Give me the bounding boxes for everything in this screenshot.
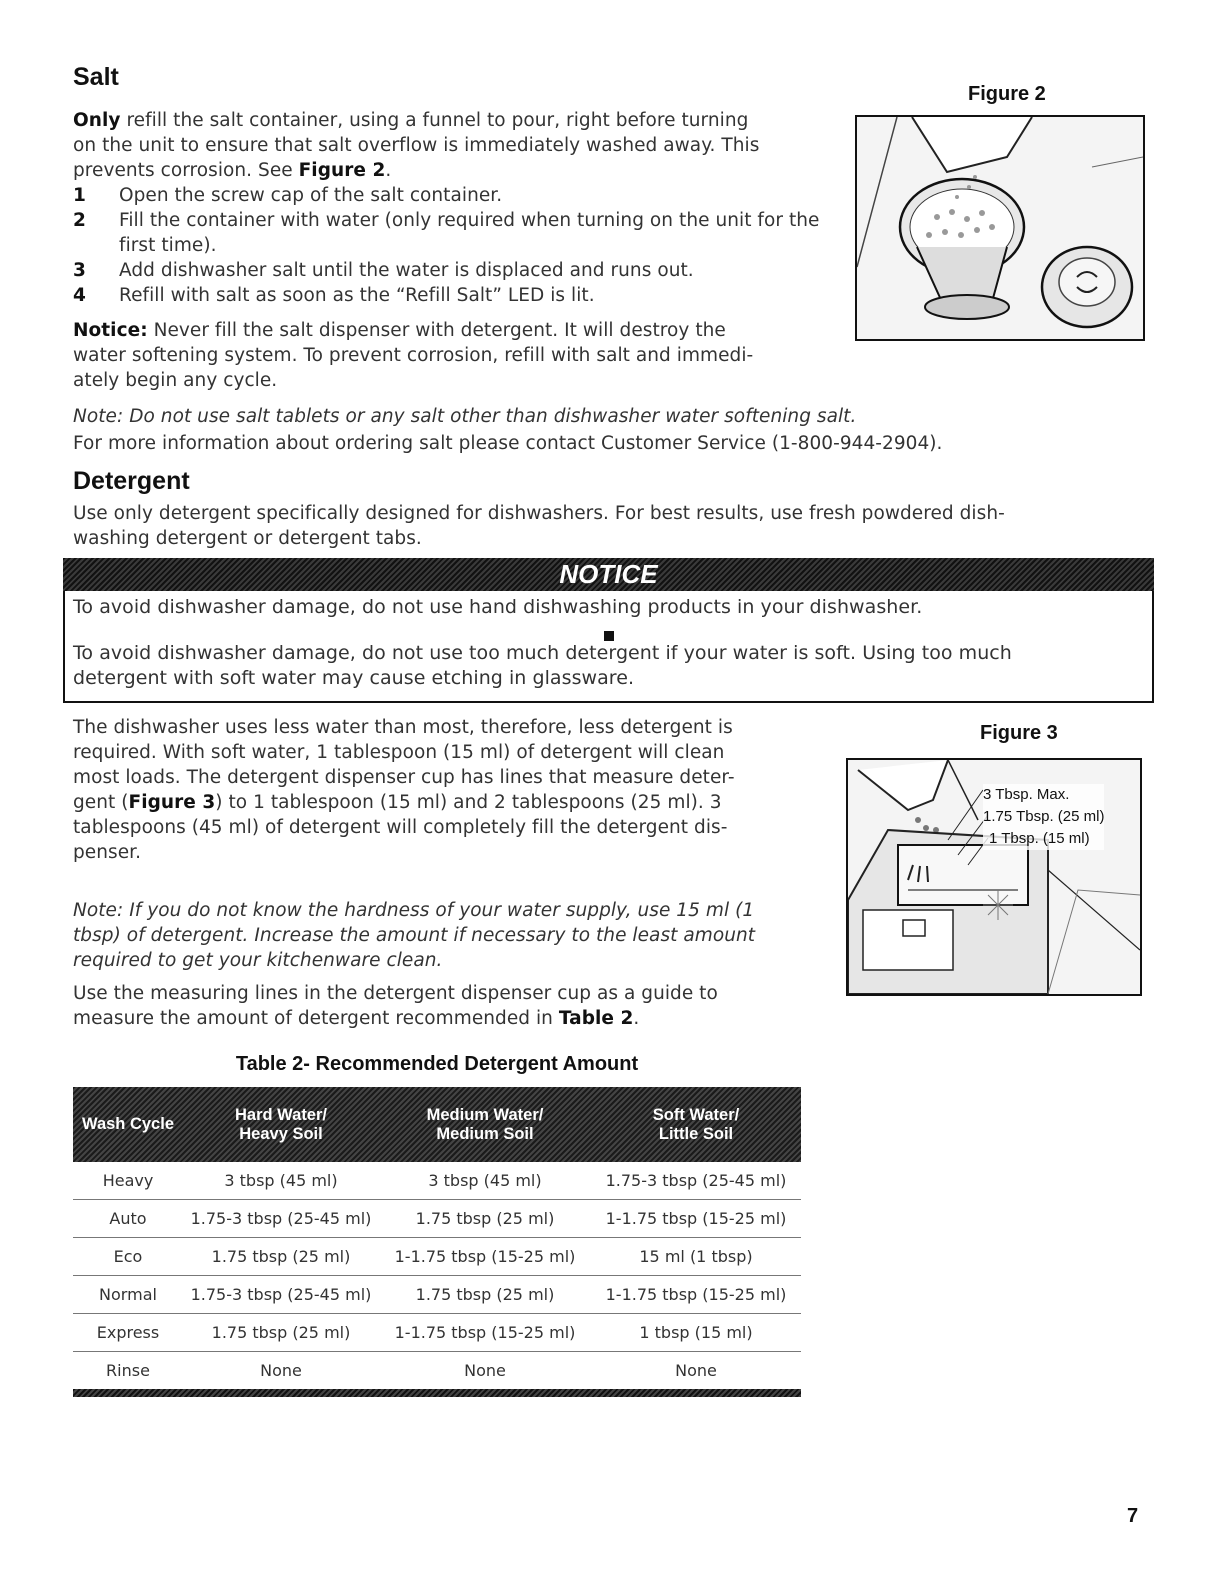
dispenser-marks — [983, 784, 1104, 850]
notice-line: Never fill the salt dispenser with detergent. It will destroy the — [153, 320, 726, 341]
header-hard-water — [183, 1106, 379, 1144]
step-number: 3 — [73, 260, 86, 281]
figure-2-label: Figure 2 — [968, 83, 1046, 105]
intro-line: prevents corrosion. See — [73, 160, 293, 181]
detergent-intro — [73, 501, 1163, 551]
intro-lead: Only — [73, 110, 121, 131]
figure-2-image — [855, 115, 1145, 341]
table-cell: 15 ml (1 tbsp) — [639, 1247, 753, 1266]
punct: . — [633, 1008, 640, 1029]
detergent-heading: Detergent — [73, 467, 190, 495]
figure-3-image — [846, 758, 1142, 996]
notice-content — [63, 591, 1154, 703]
step-item — [73, 258, 853, 283]
salt-steps-list — [73, 183, 853, 308]
step-item — [73, 208, 853, 258]
notice-line: water softening system. To prevent corrosion, refill with salt and immedi- — [73, 345, 754, 366]
table-cell: 1-1.75 tbsp (15-25 ml) — [394, 1323, 576, 1342]
header-text: Little Soil — [658, 1124, 734, 1143]
punct: . — [385, 160, 392, 181]
bullet-separator — [73, 620, 1144, 641]
notice-text: detergent with soft water may cause etching in glassware. — [73, 667, 635, 689]
table-cell: None — [260, 1361, 302, 1380]
note-line: Note: If you do not know the hardness of your water supply, use 15 ml (1 — [73, 900, 755, 921]
usage-line: measure the amount of detergent recommended in — [73, 1008, 553, 1029]
table-cell: 1.75 tbsp (25 ml) — [211, 1247, 351, 1266]
step-item — [73, 283, 853, 308]
detergent-usage — [73, 981, 838, 1031]
notice-line: ately begin any cycle. — [73, 370, 278, 391]
intro-line: washing detergent or detergent tabs. — [73, 528, 422, 549]
salt-contact: For more information about ordering salt please contact Customer Service (1-800-944-2904). — [73, 433, 943, 454]
para-line: penser. — [73, 842, 142, 863]
detergent-table — [73, 1087, 801, 1397]
step-text: Add dishwasher salt until the water is displaced and runs out. — [119, 260, 694, 281]
step-text: Refill with salt as soon as the “Refill Salt” LED is lit. — [119, 285, 595, 306]
table-row — [73, 1238, 801, 1276]
table-cell: 1.75 tbsp (25 ml) — [415, 1285, 555, 1304]
para-line: required. With soft water, 1 tablespoon (15 ml) of detergent will clean — [73, 742, 725, 763]
intro-line: on the unit to ensure that salt overflow is immediately washed away. This — [73, 135, 760, 156]
table-row — [73, 1276, 801, 1314]
table-cell: 1.75-3 tbsp (25-45 ml) — [605, 1171, 787, 1190]
table-cell: None — [464, 1361, 506, 1380]
table-caption: Table 2- Recommended Detergent Amount — [235, 1053, 639, 1075]
usage-line: Use the measuring lines in the detergent dispenser cup as a guide to — [73, 983, 718, 1004]
salt-note: Note: Do not use salt tablets or any salt other than dishwasher water softening salt. — [73, 406, 857, 427]
notice-text: To avoid dishwasher damage, do not use too much detergent if your water is soft. Using too much — [73, 642, 1012, 664]
para-line: tablespoons (45 ml) of detergent will completely fill the detergent dis- — [73, 817, 728, 838]
note-line: tbsp) of detergent. Increase the amount if necessary to the least amount — [73, 925, 756, 946]
table-bottom-rule — [73, 1389, 801, 1397]
header-text: Wash Cycle — [81, 1115, 174, 1133]
note-line: required to get your kitchenware clean. — [73, 950, 443, 971]
detergent-notice-box — [63, 558, 1154, 703]
step-text: Open the screw cap of the salt container. — [119, 185, 503, 206]
table-cell: 3 tbsp (45 ml) — [224, 1171, 338, 1190]
header-text: Heavy Soil — [239, 1124, 323, 1143]
step-number: 1 — [73, 185, 86, 206]
figure-2-reference: Figure 2 — [298, 160, 386, 181]
mark-1tbsp: 1 Tbsp. (15 ml) — [983, 828, 1104, 850]
para-line: most loads. The detergent dispenser cup has lines that measure deter- — [73, 767, 735, 788]
table-cell: None — [675, 1361, 717, 1380]
table-cell: 1.75 tbsp (25 ml) — [415, 1209, 555, 1228]
table-row — [73, 1200, 801, 1238]
table-cell: Heavy — [102, 1171, 154, 1190]
table-cell: 1-1.75 tbsp (15-25 ml) — [394, 1247, 576, 1266]
para-line: The dishwasher uses less water than most, therefore, less detergent is — [73, 717, 733, 738]
salt-heading: Salt — [73, 63, 119, 91]
table-cell: 1-1.75 tbsp (15-25 ml) — [605, 1209, 787, 1228]
step-number: 4 — [73, 285, 86, 306]
table-row — [73, 1314, 801, 1352]
step-text: Fill the container with water (only required when turning on the unit for the first time). — [119, 210, 820, 256]
notice-title-bar: NOTICE — [63, 558, 1154, 591]
mark-3tbsp: 3 Tbsp. Max. — [983, 784, 1104, 806]
table-cell: Eco — [113, 1247, 143, 1266]
table-cell: Normal — [99, 1285, 157, 1304]
header-text: Medium Water/ — [426, 1105, 544, 1124]
salt-intro — [73, 108, 853, 183]
table-row — [73, 1352, 801, 1389]
table-cell: Auto — [109, 1209, 147, 1228]
table-cell: 1.75-3 tbsp (25-45 ml) — [190, 1209, 372, 1228]
notice-text: To avoid dishwasher damage, do not use hand dishwashing products in your dishwasher. — [73, 596, 923, 618]
step-item — [73, 183, 853, 208]
table-2-reference: Table 2 — [558, 1008, 634, 1029]
salt-notice — [73, 318, 853, 393]
intro-line: refill the salt container, using a funnel to pour, right before turning — [126, 110, 749, 131]
intro-line: Use only detergent specifically designed for dishwashers. For best results, use fresh powdered dish- — [73, 503, 1005, 524]
header-wash-cycle — [73, 1115, 183, 1134]
figure-3-label: Figure 3 — [980, 722, 1058, 744]
page-number: 7 — [1127, 1505, 1139, 1527]
table-cell: Rinse — [106, 1361, 150, 1380]
table-cell: Express — [96, 1323, 160, 1342]
table-cell: 1 tbsp (15 ml) — [639, 1323, 753, 1342]
notice-label: Notice: — [73, 320, 148, 341]
table-cell: 1-1.75 tbsp (15-25 ml) — [605, 1285, 787, 1304]
header-text: Hard Water/ — [235, 1105, 327, 1124]
table-header-row — [73, 1087, 801, 1162]
header-soft-water — [591, 1106, 801, 1144]
step-number: 2 — [73, 210, 86, 231]
table-row — [73, 1162, 801, 1200]
table-cell: 1.75-3 tbsp (25-45 ml) — [190, 1285, 372, 1304]
header-text: Medium Soil — [436, 1124, 534, 1143]
table-cell: 3 tbsp (45 ml) — [428, 1171, 542, 1190]
table-cell: 1.75 tbsp (25 ml) — [211, 1323, 351, 1342]
detergent-paragraph — [73, 715, 838, 865]
header-text: Soft Water/ — [652, 1105, 740, 1124]
detergent-note — [73, 898, 838, 973]
mark-175tbsp: 1.75 Tbsp. (25 ml) — [983, 806, 1104, 828]
para-line: ) to 1 tablespoon (15 ml) and 2 tablespoons (25 ml). 3 — [215, 792, 722, 813]
header-medium-water — [379, 1106, 591, 1144]
figure-3-reference: Figure 3 — [128, 792, 216, 813]
para-line: gent ( — [73, 792, 129, 813]
